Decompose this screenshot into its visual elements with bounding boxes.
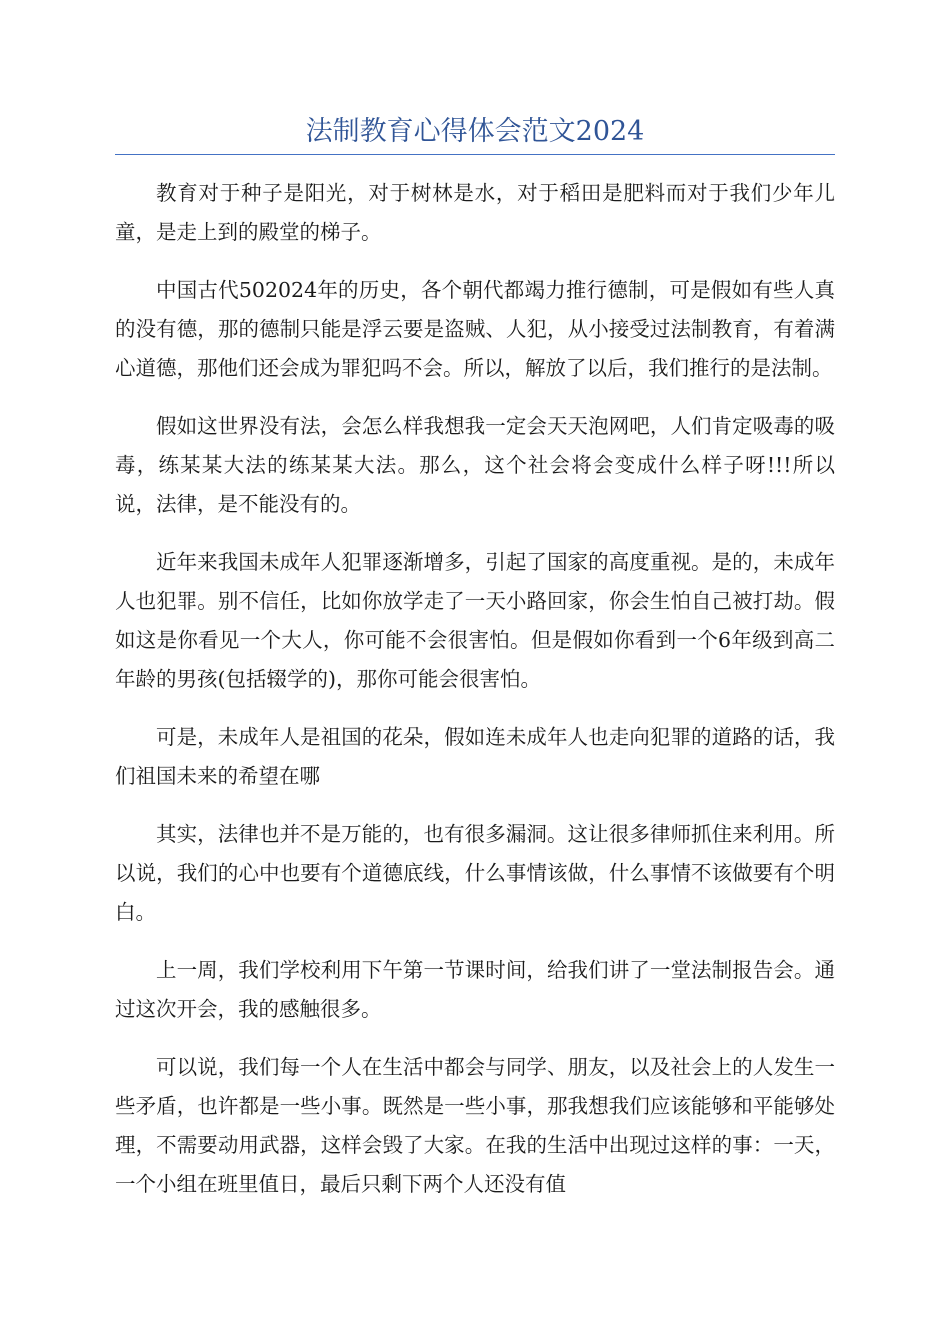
title-underline	[115, 154, 835, 155]
paragraph-3: 假如这世界没有法，会怎么样我想我一定会天天泡网吧，人们肯定吸毒的吸毒，练某某大法的练某某大法。那么，这个社会将会变成什么样子呀!!!所以说，法律，是不能没有的。	[115, 414, 835, 516]
document-body	[115, 174, 835, 1223]
document-title: 法制教育心得体会范文2024	[305, 116, 645, 147]
paragraph-4: 近年来我国未成年人犯罪逐渐增多，引起了国家的高度重视。是的，未成年人也犯罪。别不信任，比如你放学走了一天小路回家，你会生怕自己被打劫。假如这是你看见一个大人，你可能不会很害怕。但是假如你看到一个6年级到高二年龄的男孩(包括辍学的)，那你可能会很害怕。	[115, 550, 835, 691]
paragraph-1: 教育对于种子是阳光，对于树林是水，对于稻田是肥料而对于我们少年儿童，是走上到的殿堂的梯子。	[115, 181, 835, 244]
paragraph-7: 上一周，我们学校利用下午第一节课时间，给我们讲了一堂法制报告会。通过这次开会，我的感触很多。	[115, 958, 835, 1021]
paragraph-8: 可以说，我们每一个人在生活中都会与同学、朋友，以及社会上的人发生一些矛盾，也许都是一些小事。既然是一些小事，那我想我们应该能够和平能够处理，不需要动用武器，这样会毁了大家。在我的生活中出现过这样的事：一天，一个小组在班里值日，最后只剩下两个人还没有值	[115, 1055, 835, 1196]
paragraph-6: 其实，法律也并不是万能的，也有很多漏洞。这让很多律师抓住来利用。所以说，我们的心中也要有个道德底线，什么事情该做，什么事情不该做要有个明白。	[115, 822, 835, 924]
paragraph-2: 中国古代502024年的历史，各个朝代都竭力推行德制，可是假如有些人真的没有德，那的德制只能是浮云要是盗贼、人犯，从小接受过法制教育，有着满心道德，那他们还会成为罪犯吗不会。所以，解放了以后，我们推行的是法制。	[115, 278, 835, 380]
paragraph-5: 可是，未成年人是祖国的花朵，假如连未成年人也走向犯罪的道路的话，我们祖国未来的希望在哪	[115, 725, 835, 788]
